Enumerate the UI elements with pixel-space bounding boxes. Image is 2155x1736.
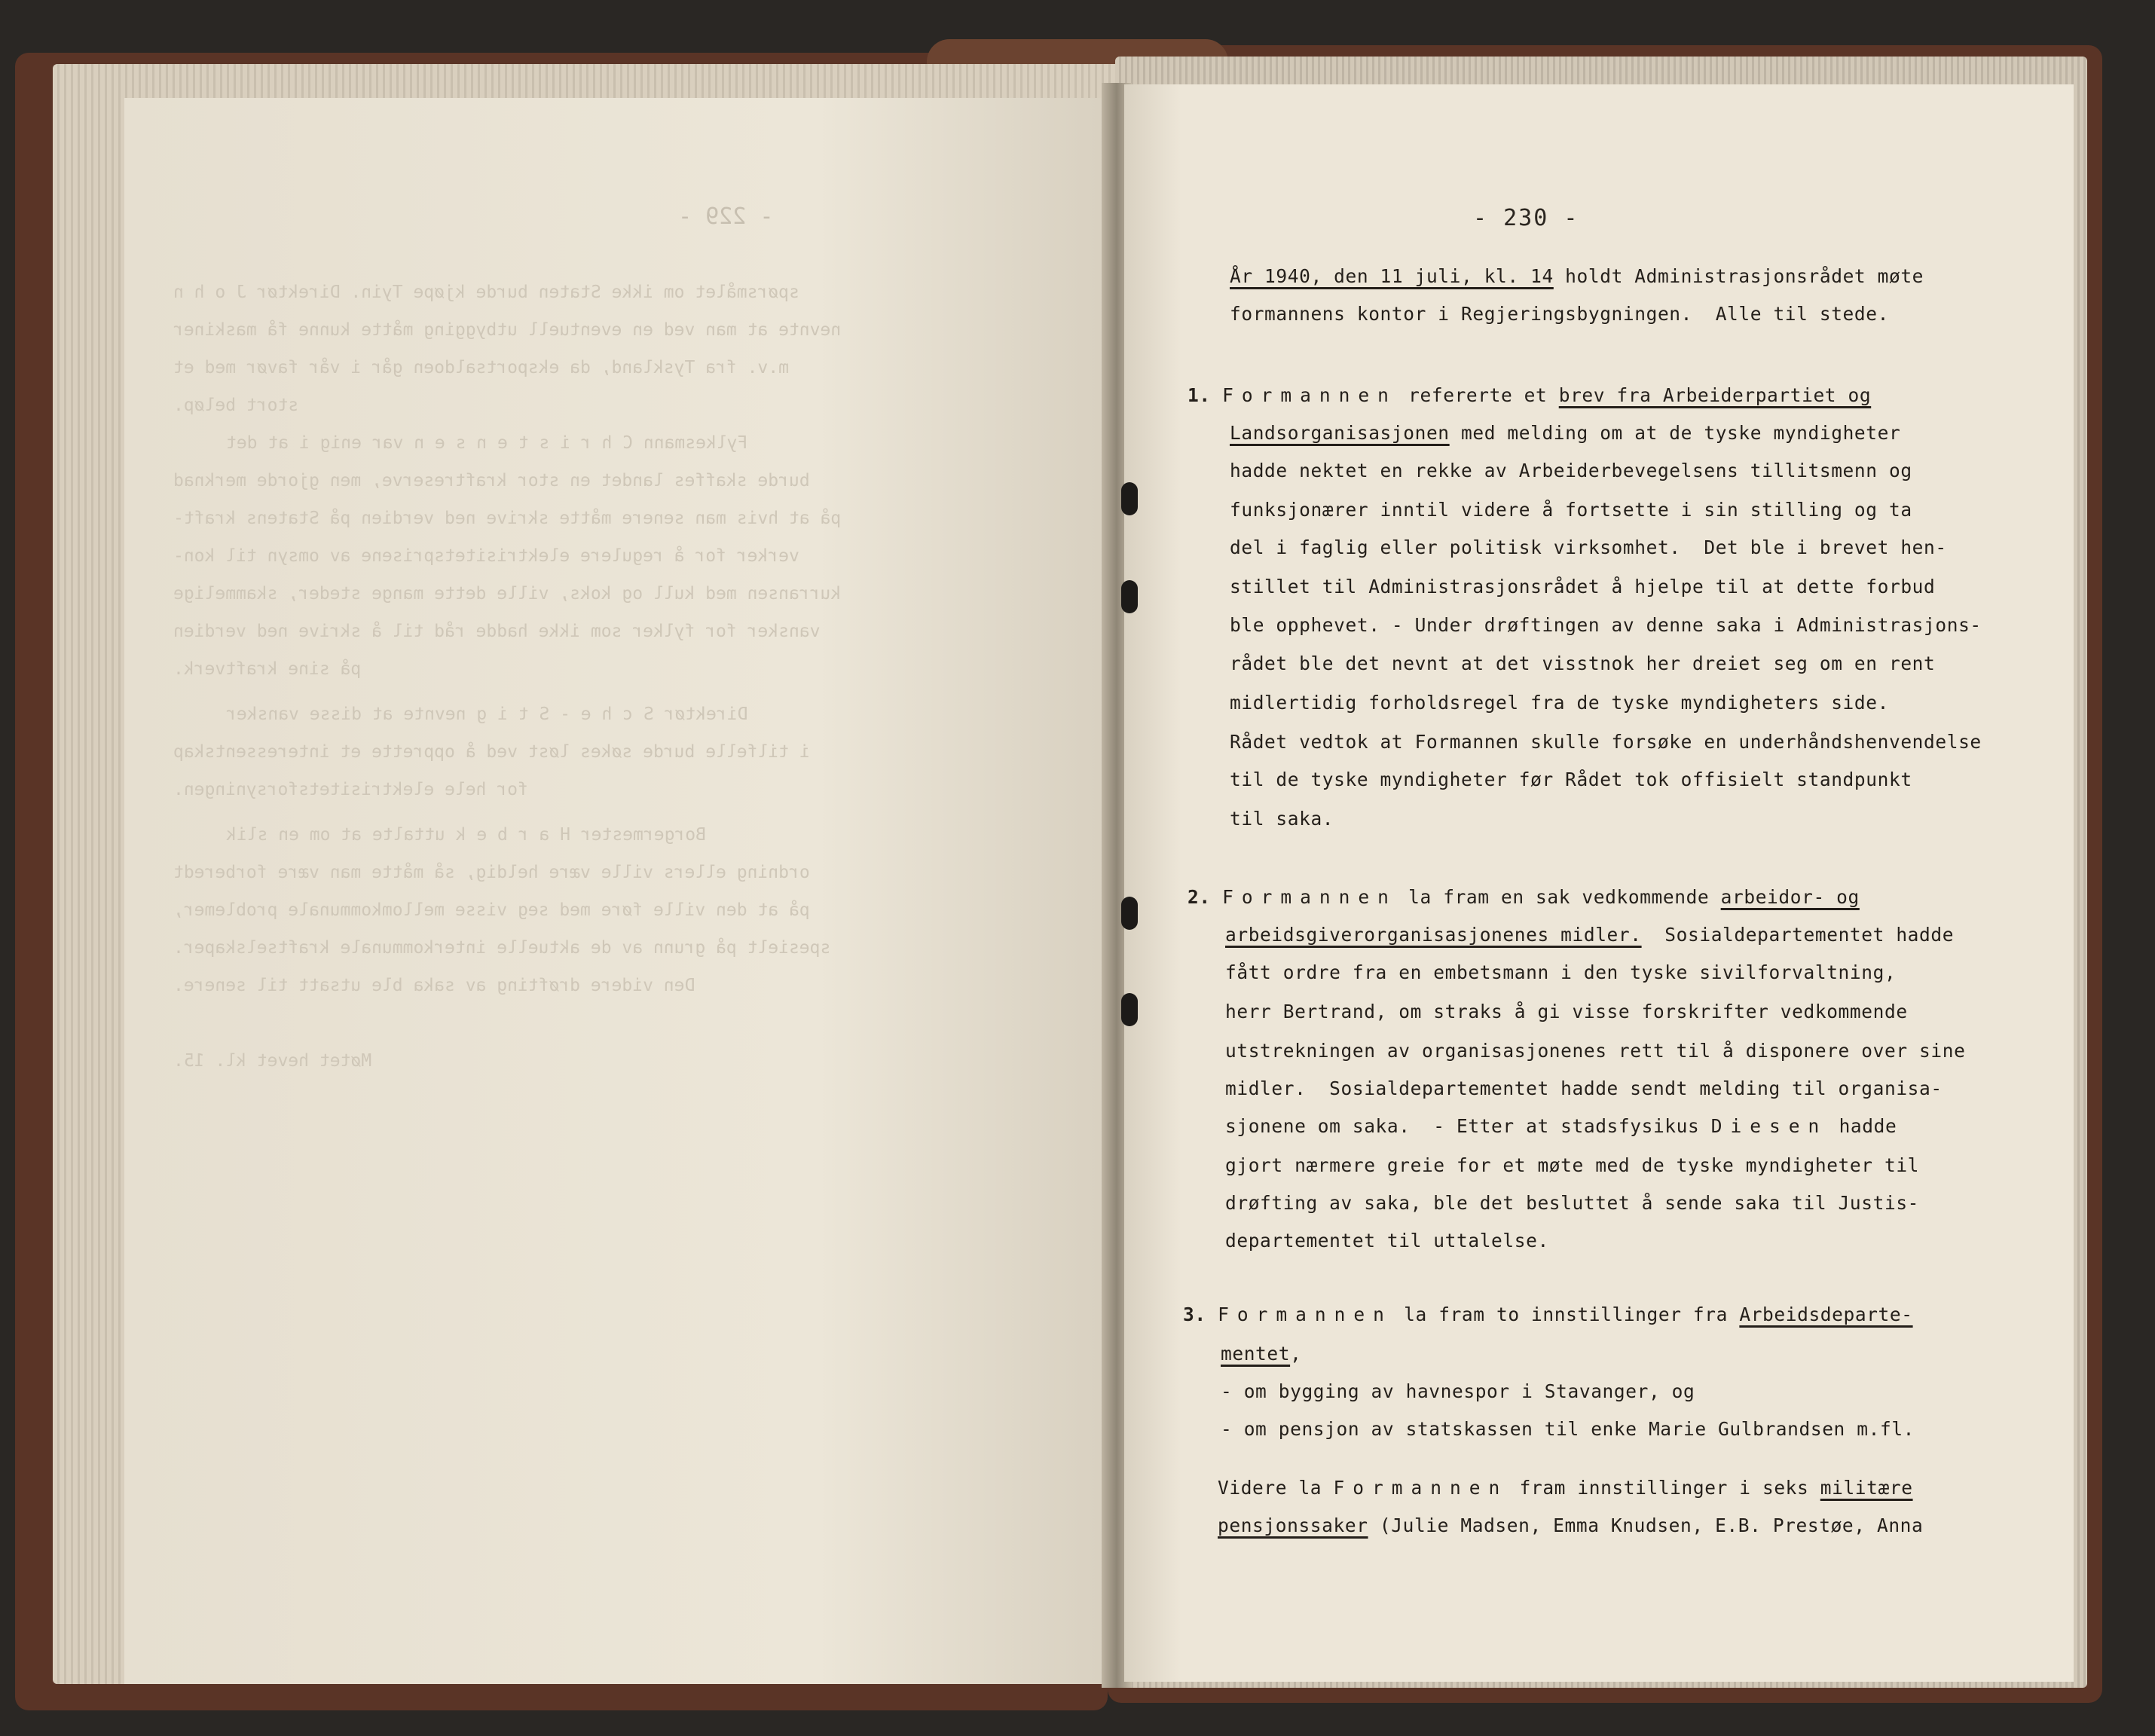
item-3-bullet-1: - om bygging av havnespor i Stavanger, og (1221, 1380, 1695, 1402)
item-1-body-line: del i faglig eller politisk virksomhet. Det ble i brevet hen- (1230, 536, 1947, 558)
item-number: 2. (1188, 886, 1211, 908)
binding-hole (1121, 993, 1138, 1026)
item-1-body-line: midlertidig forholdsregel fra de tyske myndigheters side. (1230, 692, 1889, 714)
bleed-line: stort beløp. (173, 396, 299, 415)
bleed-line: burde skaffes landet en stor kraftreserve, men gjorde merknad (173, 471, 810, 491)
item-1-body-line: ble opphevet. - Under drøftingen av denne saka i Administrasjons- (1230, 614, 1982, 636)
item-2-line-7: sjonene om saka. - Etter at stadsfysikus Diesen hadde (1225, 1115, 1897, 1137)
bleed-line: Borgermester H a r b e k uttalte at om en slik (226, 825, 706, 845)
item-3-bullet-2: - om pensjon av statskassen til enke Marie Gulbrandsen m.fl. (1221, 1418, 1915, 1440)
item-3-line-1: 3. Formannen la fram to innstillinger fra Arbeidsdeparte- (1183, 1304, 1913, 1325)
bleed-line: Møtet hevet kl. 15. (173, 1051, 372, 1071)
item-1-body-line: til saka. (1230, 808, 1334, 830)
bleed-line: spesielt på grunn av de aktuelle interkommunale kraftselskaper. (173, 938, 831, 958)
item-3-line-2: mentet, (1221, 1343, 1302, 1365)
item-1-body-line: rådet ble det nevnt at det visstnok her dreiet seg om en rent (1230, 653, 1936, 674)
intro-line-2: formannens kontor i Regjeringsbygningen. Alle til stede. (1230, 303, 1889, 325)
item-1-line-2: Landsorganisasjonen med melding om at de tyske myndigheter (1230, 422, 1901, 444)
item-2-line-6: midler. Sosialdepartementet hadde sendt melding til organisa- (1225, 1077, 1943, 1099)
item-2-line-3: fått ordre fra en embetsmann i den tyske sivilforvaltning, (1225, 961, 1897, 983)
bleed-line: Direktør S c h e - S t i g nevnte at disse vansker (226, 704, 748, 724)
bleed-line: vansker for fylker som ikke hadde råd til å skrive ned verdien (173, 622, 821, 641)
bleed-line: i tilfelle burde søkes løst ved å opprette et interessentskap (173, 742, 810, 762)
item-1-body-line: funksjonærer inntil videre å fortsette i sin stilling og ta (1230, 499, 1912, 521)
left-page-number: - 229 - (678, 203, 774, 230)
bleed-line: for hele elektrisitetsforsyningen. (173, 780, 528, 799)
bleed-line: verker for å regulere elektrisitetsprisene av omsyn til kon- (173, 546, 799, 566)
bleed-line: nevnte at man ved en eventuell utbygging måtte kunne få maskiner (173, 320, 842, 340)
item-2-line-9: drøfting av saka, ble det besluttet å sende saka til Justis- (1225, 1192, 1920, 1214)
bleed-line: ordning ellers ville være heldig, så måtte man være forberedt (173, 863, 810, 882)
bleed-line: spørsmålet om ikke Staten burde kjøpe Tyin. Direktør J o h n (173, 283, 799, 302)
item-1-body-line: stillet til Administrasjonsrådet å hjelpe til at dette forbud (1230, 576, 1936, 598)
item-2-line-1: 2. Formannen la fram en sak vedkommende arbeidor- og (1188, 886, 1860, 908)
item-2-line-5: utstrekningen av organisasjonenes rett til å disponere over sine (1225, 1040, 1966, 1062)
item-2-line-4: herr Bertrand, om straks å gi visse forskrifter vedkommende (1225, 1001, 1908, 1022)
item-1-line-1: 1. Formannen refererte et brev fra Arbeiderpartiet og (1188, 384, 1872, 406)
bleed-line: på at den ville føre med seg visse mellomkommunale problemer, (173, 900, 810, 920)
item-1-body-line: hadde nektet en rekke av Arbeiderbevegelsens tillitsmenn og (1230, 460, 1912, 481)
item-1-body-line: til de tyske myndigheter før Rådet tok offisielt standpunkt (1230, 769, 1912, 790)
item-1-body-line: Rådet vedtok at Formannen skulle forsøke en underhåndshenvendelse (1230, 731, 1982, 753)
bleed-line: på at hvis man senere måtte skrive ned verdien på Statens kraft- (173, 509, 842, 528)
bleed-line: på sine kraftverk. (173, 659, 362, 679)
item-2-line-2: arbeidsgiverorganisasjonenes midler. Sosialdepartementet hadde (1225, 924, 1955, 946)
bleed-line: Fylkesmann C h r i s t e n s e n var enig i at det (226, 433, 748, 453)
meeting-date: År 1940, den 11 juli, kl. 14 (1230, 265, 1554, 287)
item-2-line-8: gjort nærmere greie for et møte med de tyske myndigheter til (1225, 1154, 1920, 1176)
bleed-line: kurransen med kull og koks, ville dette mange steder, skammelige (173, 584, 842, 604)
item-number: 1. (1188, 384, 1211, 406)
binding-hole (1121, 580, 1138, 613)
intro-line-1: År 1940, den 11 juli, kl. 14 holdt Administrasjonsrådet møte (1230, 265, 1924, 287)
right-page-number: - 230 - (1473, 205, 1579, 231)
item-3-line-6: pensjonssaker (Julie Madsen, Emma Knudsen, E.B. Prestøe, Anna (1218, 1514, 1924, 1536)
binding-hole (1121, 897, 1138, 930)
item-number: 3. (1183, 1304, 1206, 1325)
item-2-line-10: departementet til uttalelse. (1225, 1230, 1549, 1252)
binding-hole (1121, 482, 1138, 515)
item-3-line-5: Videre la Formannen fram innstillinger i seks militære (1218, 1477, 1913, 1499)
bleed-line: Den videre drøfting av saka ble utsatt til senere. (173, 976, 695, 995)
bleed-line: m.v. fra Tyskland, da eksportsaldoen går i vår favør med et (173, 358, 789, 377)
